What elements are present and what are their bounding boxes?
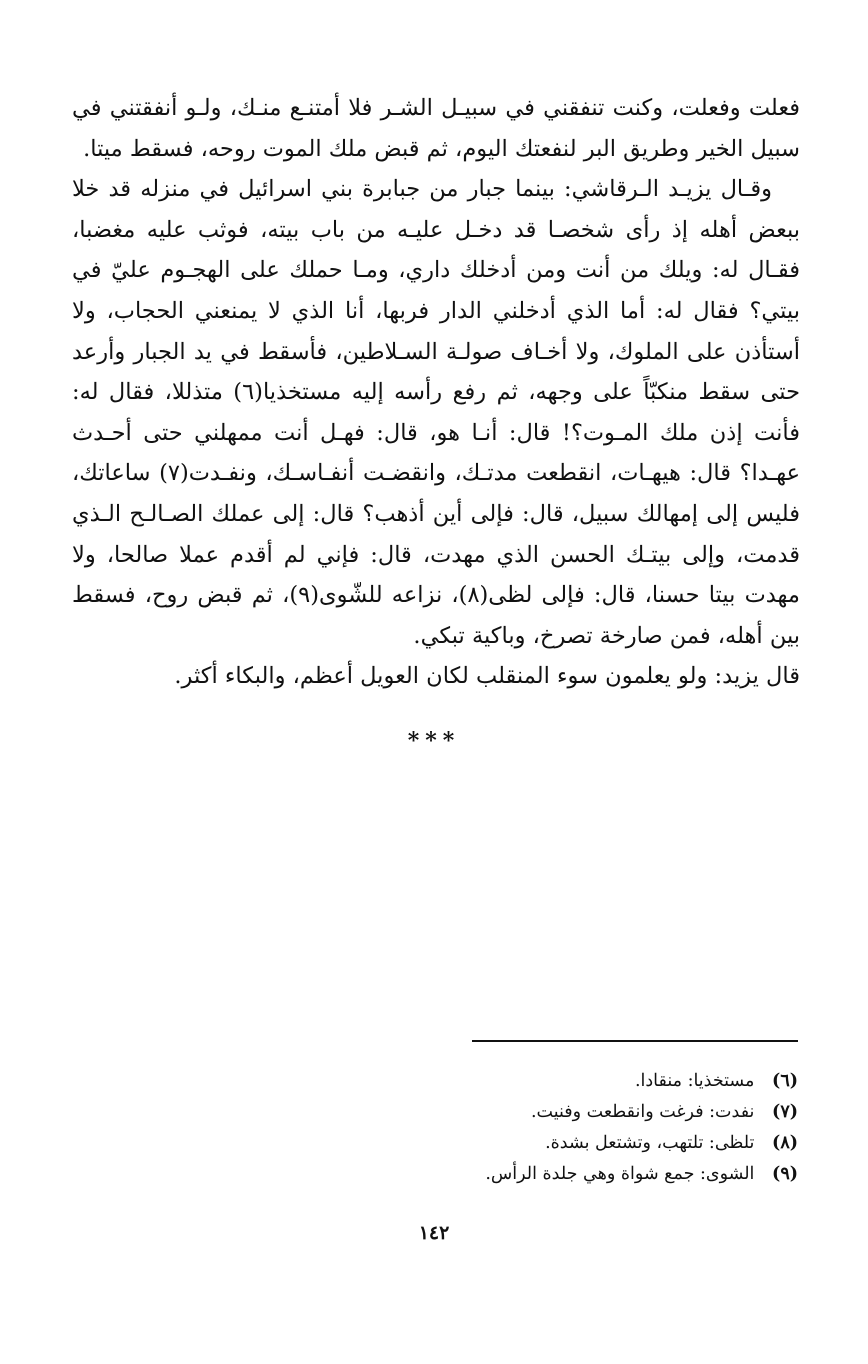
footnote-item [300, 1159, 798, 1190]
footnote-item [300, 1066, 798, 1097]
footnote-number: (٦) [772, 1071, 798, 1091]
page-number: ١٤٢ [418, 1222, 450, 1244]
paragraph-2: وقـال يزيـد الـرقاشي: بينما جبار من جبابرة بني اسرائيل في منزله قد خلا ببعض أهله إذ رأى شخصـا قد دخـل عليـه من باب بيته، فوثب عليه مغضبا، فقـال له: ويلك من أنت ومن أدخلك داري، ومـا حملك على الهجـوم عليّ في بيتي؟ فقال له: أما الذي أدخلني الدار فربها، أنا الذي لا يمنعني الحجاب، ولا أستأذن على الملوك، ولا أخـاف صولـة السـلاطين، فأسقط في يد الجبار وأرعد حتى سقط منكبّاً على وجهه، ثم رفع رأسه إليه مستخذيا(٦) متذللا، فقال له: فأنت إذن ملك المـوت؟! قال: أنـا هو، قال: فهـل أنت ممهلني حتى أحـدث عهـدا؟ قال: هيهـات، انقطعت مدتـك، وانقضـت أنفـاسـك، ونفـدت(٧) ساعاتك، فليس إلى إمهالك سبيل، قال: فإلى أين أذهب؟ قال: إلى عملك الصـالـح الـذي قدمت، وإلى بيتـك الحسن الذي مهدت، قال: فإني لم أقدم عملا صالحا، ولا مهدت بيتا حسنا، قال: فإلى لظى(٨)، نزاعه للشّوى(٩)، ثم قبض روح، فسقط بين أهله، فمن صارخة تصرخ، وباكية تبكي. [72, 176, 800, 649]
footnote-text: الشوى: جمع شواة وهي جلدة الرأس. [485, 1164, 755, 1184]
footnote-divider [472, 1040, 798, 1042]
section-separator: *** [407, 728, 461, 754]
footnote-number: (٩) [772, 1164, 798, 1184]
footnote-item [300, 1128, 798, 1159]
footnote-text: مستخذيا: منقادا. [634, 1071, 755, 1091]
main-text [72, 88, 800, 697]
footnote-text: تلظى: تلتهب، وتشتعل بشدة. [545, 1133, 755, 1153]
footnote-text: نفدت: فرغت وانقطعت وفنيت. [530, 1102, 755, 1122]
footnote-item [300, 1097, 798, 1128]
footnotes [300, 1066, 798, 1190]
paragraph-3: قال يزيد: ولو يعلمون سوء المنقلب لكان العويل أعظم، والبكاء أكثر. [174, 663, 800, 690]
footnote-number: (٨) [772, 1133, 798, 1153]
paragraph-1: فعلت وفعلت، وكنت تنفقني في سبيـل الشـر فلا أمتنـع منـك، ولـو أنفقتني في سبيل الخير وطريق البر لنفعتك اليوم، ثم قبض ملك الموت روحه، فسقط ميتا. [72, 95, 800, 162]
footnote-number: (٧) [772, 1102, 798, 1122]
